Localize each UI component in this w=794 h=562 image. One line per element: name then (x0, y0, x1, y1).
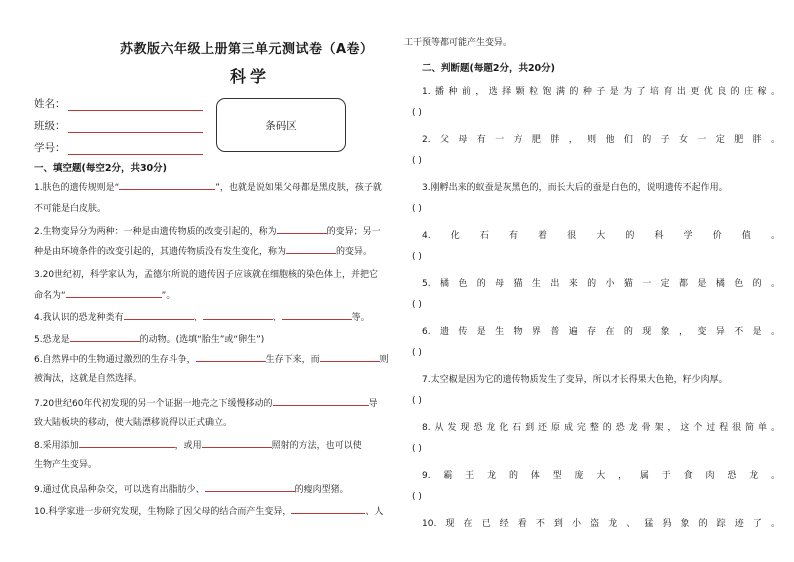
blank[interactable] (119, 178, 215, 190)
barcode-label: 条码区 (265, 119, 297, 132)
judge-question: 2.父母有一方肥胖，则他们的子女一定肥胖。 (422, 135, 780, 145)
answer-parentheses[interactable]: ( ) (412, 348, 422, 358)
judge-question: 4.化石有着很大的科学价值。 (422, 231, 780, 241)
answer-parentheses[interactable]: ( ) (412, 444, 422, 454)
name-line[interactable] (68, 100, 203, 111)
fill-line: 7.20世纪60年代初发现的另一个证据一地壳之下缓慢移动的 导 (34, 394, 378, 413)
blank[interactable] (203, 308, 273, 320)
blank[interactable] (196, 350, 266, 362)
blank[interactable] (320, 350, 380, 362)
fill-line: 10.科学家进一步研究发现，生物除了因父母的结合而产生变异， 、人 (34, 502, 383, 521)
answer-parentheses[interactable]: ( ) (412, 492, 422, 502)
fill-line: 4.我认识的恐龙种类有 、 、 等。 (34, 308, 370, 327)
blank[interactable] (79, 436, 175, 448)
name-label: 姓名： (34, 98, 66, 110)
section1-heading: 一、填空题(每空2分，共30分) (34, 163, 168, 174)
answer-parentheses[interactable]: ( ) (412, 108, 422, 118)
fill-line: 9.通过优良品种杂交，可以选育出脂肪少、 的瘦肉型猪。 (34, 480, 349, 499)
class-field[interactable] (34, 118, 203, 133)
fill-line: 1.肤色的遗传规则是“ ”，也就是说如果父母都是黑皮肤，孩子就 (34, 178, 382, 197)
blank[interactable] (286, 242, 336, 254)
answer-parentheses[interactable]: ( ) (412, 396, 422, 406)
blank[interactable] (282, 308, 352, 320)
judge-question: 1.播种前，选择颗粒饱满的种子是为了培育出更优良的庄稼。 (422, 87, 780, 97)
fill-line: 不可能是白皮肤。 (34, 204, 107, 214)
fill-line: 生物产生变异。 (34, 460, 98, 470)
class-label: 班级： (34, 120, 66, 132)
student-id-label: 学号： (34, 142, 66, 154)
student-id-field[interactable] (34, 140, 203, 155)
judge-question: 6.遗传是生物界普遍存在的现象，变异不是。 (422, 327, 780, 337)
answer-parentheses[interactable]: ( ) (412, 252, 422, 262)
barcode-area (216, 98, 346, 152)
judge-question: 8.从发现恐龙化石到还原成完整的恐龙骨架，这个过程很简单。 (422, 423, 780, 433)
blank[interactable] (205, 480, 295, 492)
blank[interactable] (202, 436, 272, 448)
continued-text: 工干预等都可能产生变异。 (404, 38, 513, 48)
blank[interactable] (273, 394, 369, 406)
fill-line: 5.恐龙是 的动物。(选填“胎生”或“卵生”) (34, 330, 264, 349)
judge-question: 9.霸王龙的体型庞大，属于食肉恐龙。 (422, 471, 780, 481)
answer-parentheses[interactable]: ( ) (412, 156, 422, 166)
fill-line: 种是由环境条件的改变引起的，其遗传物质没有发生变化，称为 的变异。 (34, 242, 372, 261)
student-id-line[interactable] (68, 144, 203, 155)
judge-question: 3.刚孵出来的蚁蚕是灰黑色的，而长大后的蚕是白色的，说明遗传不起作用。 (422, 183, 728, 193)
blank[interactable] (124, 308, 194, 320)
fill-line: 2.生物变异分为两种：一种是由遗传物质的改变引起的，称为 的变异；另一 (34, 222, 381, 241)
subject-title: 科学 (230, 67, 271, 86)
class-line[interactable] (68, 122, 203, 133)
blank[interactable] (277, 222, 327, 234)
page-title: 苏教版六年级上册第三单元测试卷（A卷） (120, 42, 374, 57)
name-field[interactable] (34, 96, 203, 111)
fill-line: 6.自然界中的生物通过激烈的生存斗争， 生存下来，而 则 (34, 350, 389, 369)
blank[interactable] (70, 330, 140, 342)
answer-parentheses[interactable]: ( ) (412, 300, 422, 310)
blank[interactable] (291, 502, 365, 514)
judge-question: 7.太空椒是因为它的遗传物质发生了变异，所以才长得果大色艳，籽少肉厚。 (422, 375, 728, 385)
section2-heading: 二、判断题(每题2分，共20分) (422, 63, 556, 74)
fill-line: 3.20世纪初，科学家认为，孟德尔所说的遗传因子应该就在细胞核的染色体上，并把它 (34, 270, 379, 280)
judge-question: 5.橘色的母猫生出来的小猫一定都是橘色的。 (422, 279, 780, 289)
fill-line: 致大陆板块的移动，使大陆漂移说得以正式确立。 (34, 418, 233, 428)
blank[interactable] (66, 286, 162, 298)
answer-parentheses[interactable]: ( ) (412, 204, 422, 214)
fill-line: 被淘汰，这就是自然选择。 (34, 374, 143, 384)
judge-question: 10.现在已经看不到小盗龙、猛犸象的踪迹了。 (422, 519, 780, 529)
fill-line: 命名为“ ”。 (34, 286, 175, 305)
fill-line: 8.采用添加 ，或用 照射的方法，也可以使 (34, 436, 362, 455)
